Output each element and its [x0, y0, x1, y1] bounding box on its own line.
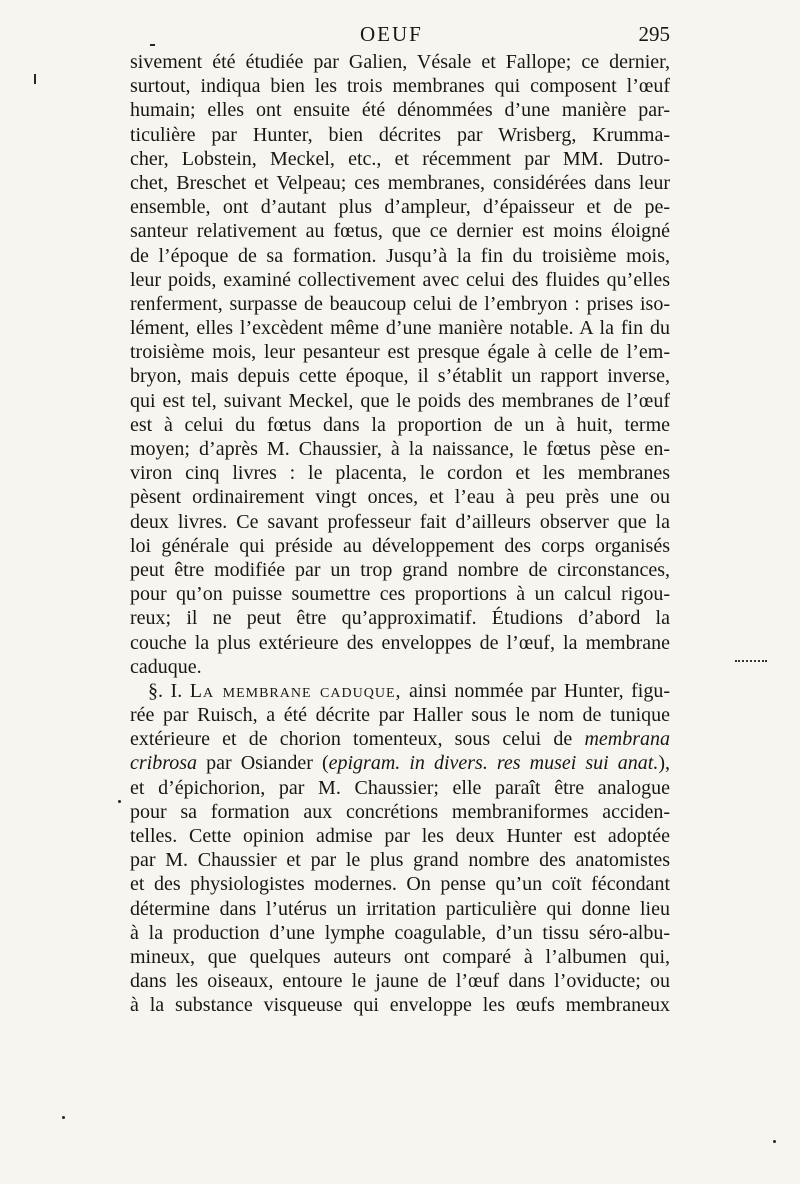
text-line: de l’époque de sa formation. Jusqu’à la fin du troisième mois,	[130, 244, 670, 267]
text-line: pour qu’on puisse soumettre ces proportions à un calcul rigou-	[130, 583, 670, 606]
text-line: et des physiologistes modernes. On pense qu’un coït fécondant	[130, 873, 670, 896]
text-line: telles. Cette opinion admise par les deux Hunter est adoptée	[130, 825, 670, 847]
text-line: par M. Chaussier et par le plus grand nombre des anatomistes	[130, 849, 670, 872]
text-line: sivement été étudiée par Galien, Vésale et Fallope; ce dernier,	[130, 51, 670, 73]
running-title: OEUF	[360, 22, 423, 46]
text-line: deux livres. Ce savant professeur fait d’ailleurs observer que la	[130, 510, 670, 533]
text-line: peut être modifiée par un trop grand nombre de circonstances,	[130, 558, 670, 581]
ink-speck	[62, 1116, 65, 1119]
text-line: rée par Ruisch, a été décrite par Haller sous le nom de tunique	[130, 704, 670, 727]
text-line: bryon, mais depuis cette époque, il s’établit un rapport inverse,	[130, 365, 670, 388]
text-fragment: ),	[658, 752, 670, 775]
text-line: et d’épichorion, par M. Chaussier; elle paraît être analogue	[130, 776, 670, 799]
text-line: pour sa formation aux concrétions membraniformes acciden-	[130, 800, 670, 823]
text-line: surtout, indiqua bien les trois membranes qui composent l’œuf	[130, 75, 670, 98]
margin-smudge	[735, 660, 767, 667]
text-line: ticulière par Hunter, bien décrites par Wrisberg, Krumma-	[130, 123, 670, 146]
text-line: reux; il ne peut être qu’approximatif. Étudions d’abord la	[130, 607, 670, 630]
ink-speck	[773, 1140, 776, 1143]
text-line: moyen; d’après M. Chaussier, à la naissance, le fœtus pèse en-	[130, 438, 670, 460]
text-line: santeur relativement au fœtus, que ce dernier est moins éloigné	[130, 220, 670, 243]
page-number: 295	[638, 22, 670, 46]
text-line	[130, 751, 670, 775]
text-line: mineux, que quelques auteurs ont comparé à l’albumen qui,	[130, 945, 670, 968]
text-line: lément, elles l’excèdent même d’une manière notable. A la fin du	[130, 317, 670, 340]
text-line: ensemble, ont d’autant plus d’ampleur, d’épaisseur et de pe-	[130, 196, 670, 219]
section-heading: La membrane caduque,	[189, 679, 402, 702]
citation: epigram. in divers. res musei sui anat.	[328, 752, 659, 775]
text-line: viron cinq livres : le placenta, le cordon et les membranes	[130, 462, 670, 485]
text-line: chet, Breschet et Velpeau; ces membranes, considérées dans leur	[130, 171, 670, 194]
text-line: renferment, surpasse de beaucoup celui de l’embryon : prises iso-	[130, 292, 670, 315]
section-text: ainsi nommée par Hunter, figu-	[409, 679, 670, 702]
running-head	[140, 22, 670, 52]
latin-term: membrana	[584, 728, 670, 751]
text-line: dans les oiseaux, entoure le jaune de l’œuf dans l’oviducte; ou	[130, 970, 670, 993]
text-fragment: par Osiander (	[206, 752, 329, 775]
text-line: à la substance visqueuse qui enveloppe les œufs membraneux	[130, 994, 670, 1017]
body-text	[130, 50, 670, 1018]
text-line: détermine dans l’utérus un irritation particulière qui donne lieu	[130, 897, 670, 920]
section-number: §. I.	[148, 679, 183, 702]
ink-speck	[118, 800, 121, 803]
text-line: troisième mois, leur pesanteur est presque égale à celle de l’em-	[130, 341, 670, 364]
text-line: à la production d’une lymphe coagulable, d’un tissu séro-albu-	[130, 921, 670, 944]
text-line: pèsent ordinairement vingt onces, et l’eau à peu près une ou	[130, 486, 670, 509]
text-fragment: extérieure et de chorion tomenteux, sous celui de	[130, 728, 573, 751]
section-first-line	[130, 679, 670, 703]
text-line: caduque.	[130, 655, 202, 678]
text-line: qui est tel, suivant Meckel, que le poids des membranes de l’œuf	[130, 389, 670, 412]
text-line: loi générale qui préside au développement des corps organisés	[130, 534, 670, 557]
text-line: humain; elles ont ensuite été dénommées d’une manière par-	[130, 99, 670, 122]
text-line: couche la plus extérieure des enveloppes de l’œuf, la membrane	[130, 631, 670, 654]
text-line: cher, Lobstein, Meckel, etc., et récemment par MM. Dutro-	[130, 147, 670, 170]
ink-mark	[34, 74, 36, 84]
latin-term: cribrosa	[130, 752, 198, 775]
text-line: est à celui du fœtus dans la proportion de un à huit, terme	[130, 413, 670, 436]
text-line	[130, 727, 670, 751]
text-line: leur poids, examiné collectivement avec celui des fluides qu’elles	[130, 268, 670, 291]
